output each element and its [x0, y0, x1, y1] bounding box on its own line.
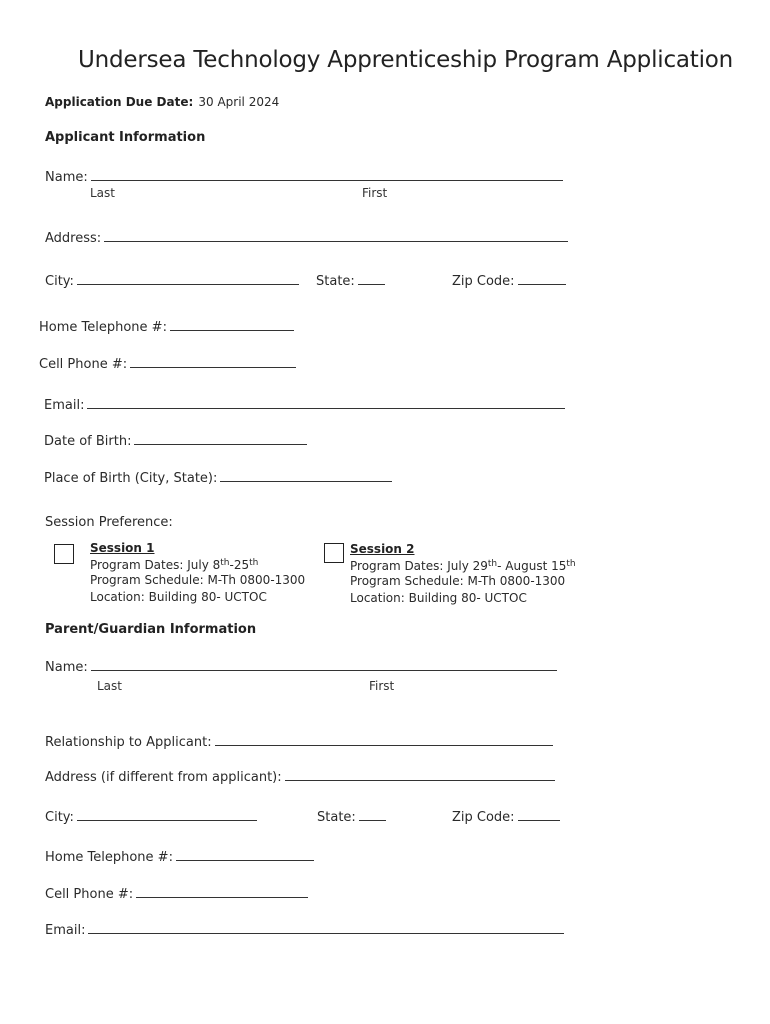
session-2-dates-sup1: th: [487, 559, 498, 569]
applicant-name-label: Name:: [45, 170, 88, 185]
guardian-relationship-label: Relationship to Applicant:: [45, 735, 212, 750]
guardian-address-label: Address (if different from applicant):: [45, 770, 282, 785]
applicant-cell-phone-field[interactable]: [130, 355, 296, 368]
applicant-address-row: [45, 229, 568, 246]
session-1-dates-sup1: th: [220, 558, 230, 568]
session-1-checkbox[interactable]: [54, 544, 74, 564]
applicant-state-row: [316, 272, 385, 289]
guardian-heading: Parent/Guardian Information: [45, 622, 257, 637]
session-2-dates-mid: - August 15: [497, 559, 567, 573]
guardian-email-field[interactable]: [88, 921, 564, 934]
session-1-schedule: Program Schedule: M-Th 0800-1300: [90, 573, 306, 587]
guardian-cell-phone-row: [45, 885, 308, 902]
session-2-dates-text: Program Dates: July 29: [350, 559, 488, 573]
guardian-city-label: City:: [45, 810, 74, 825]
guardian-name-field[interactable]: [91, 658, 557, 671]
guardian-name-label: Name:: [45, 660, 88, 675]
due-date: [45, 91, 279, 110]
session-1-dates: [90, 558, 305, 573]
applicant-email-row: [44, 396, 565, 413]
applicant-pob-row: [44, 469, 392, 486]
page-title: Undersea Technology Apprenticeship Program Application: [78, 47, 734, 73]
applicant-email-label: Email:: [44, 398, 85, 413]
guardian-address-field[interactable]: [285, 768, 555, 781]
applicant-city-row: [45, 272, 299, 289]
session-1-dates-sup2: th: [249, 558, 259, 568]
applicant-city-field[interactable]: [77, 272, 299, 285]
session-2-option: [350, 542, 576, 606]
applicant-pob-label: Place of Birth (City, State):: [44, 471, 218, 486]
guardian-first-caption: First: [369, 679, 395, 693]
session-1-title: Session 1: [90, 541, 155, 555]
applicant-home-phone-label: Home Telephone #:: [39, 320, 167, 335]
applicant-pob-field[interactable]: [220, 469, 392, 482]
session-1-dates-text: Program Dates: July 8: [90, 558, 221, 572]
applicant-zip-field[interactable]: [518, 272, 566, 285]
applicant-cell-phone-label: Cell Phone #:: [39, 357, 128, 372]
guardian-address-row: [45, 768, 555, 785]
session-preference-label: Session Preference:: [45, 515, 173, 530]
guardian-cell-phone-field[interactable]: [136, 885, 308, 898]
applicant-email-field[interactable]: [87, 396, 565, 409]
guardian-home-phone-row: [45, 848, 314, 865]
session-1-option: [90, 541, 305, 605]
guardian-zip-field[interactable]: [518, 808, 560, 821]
guardian-relationship-row: [45, 733, 553, 750]
applicant-name-row: [45, 168, 563, 185]
applicant-home-phone-field[interactable]: [170, 318, 294, 331]
guardian-cell-phone-label: Cell Phone #:: [45, 887, 134, 902]
applicant-last-caption: Last: [90, 186, 115, 200]
due-date-label: Application Due Date:: [45, 95, 194, 109]
guardian-email-label: Email:: [45, 923, 86, 938]
due-date-value: 30 April 2024: [198, 95, 280, 109]
applicant-address-field[interactable]: [104, 229, 568, 242]
guardian-zip-label: Zip Code:: [452, 810, 515, 825]
applicant-dob-row: [44, 432, 307, 449]
guardian-relationship-field[interactable]: [215, 733, 553, 746]
guardian-home-phone-field[interactable]: [176, 848, 314, 861]
applicant-address-label: Address:: [45, 231, 102, 246]
session-2-schedule: Program Schedule: M-Th 0800-1300: [350, 574, 566, 588]
guardian-state-field[interactable]: [359, 808, 386, 821]
session-2-dates: [350, 559, 576, 574]
applicant-dob-field[interactable]: [134, 432, 307, 445]
applicant-state-field[interactable]: [358, 272, 385, 285]
session-2-title: Session 2: [350, 542, 415, 556]
session-2-checkbox[interactable]: [324, 543, 344, 563]
session-1-location: Location: Building 80- UCTOC: [90, 590, 267, 604]
applicant-home-phone-row: [39, 318, 294, 335]
applicant-city-label: City:: [45, 274, 74, 289]
session-2-location: Location: Building 80- UCTOC: [350, 591, 527, 605]
guardian-state-label: State:: [317, 810, 356, 825]
guardian-zip-row: [452, 808, 560, 825]
applicant-zip-row: [452, 272, 566, 289]
guardian-state-row: [317, 808, 386, 825]
session-2-dates-sup2: th: [566, 559, 576, 569]
guardian-last-caption: Last: [97, 679, 122, 693]
guardian-email-row: [45, 921, 564, 938]
guardian-city-row: [45, 808, 257, 825]
applicant-heading: Applicant Information: [45, 130, 206, 145]
guardian-name-row: [45, 658, 557, 675]
applicant-name-field[interactable]: [91, 168, 563, 181]
guardian-city-field[interactable]: [77, 808, 257, 821]
applicant-state-label: State:: [316, 274, 355, 289]
applicant-dob-label: Date of Birth:: [44, 434, 132, 449]
guardian-home-phone-label: Home Telephone #:: [45, 850, 173, 865]
applicant-cell-phone-row: [39, 355, 296, 372]
applicant-first-caption: First: [362, 186, 388, 200]
applicant-zip-label: Zip Code:: [452, 274, 515, 289]
session-1-dates-mid: -25: [229, 558, 250, 572]
